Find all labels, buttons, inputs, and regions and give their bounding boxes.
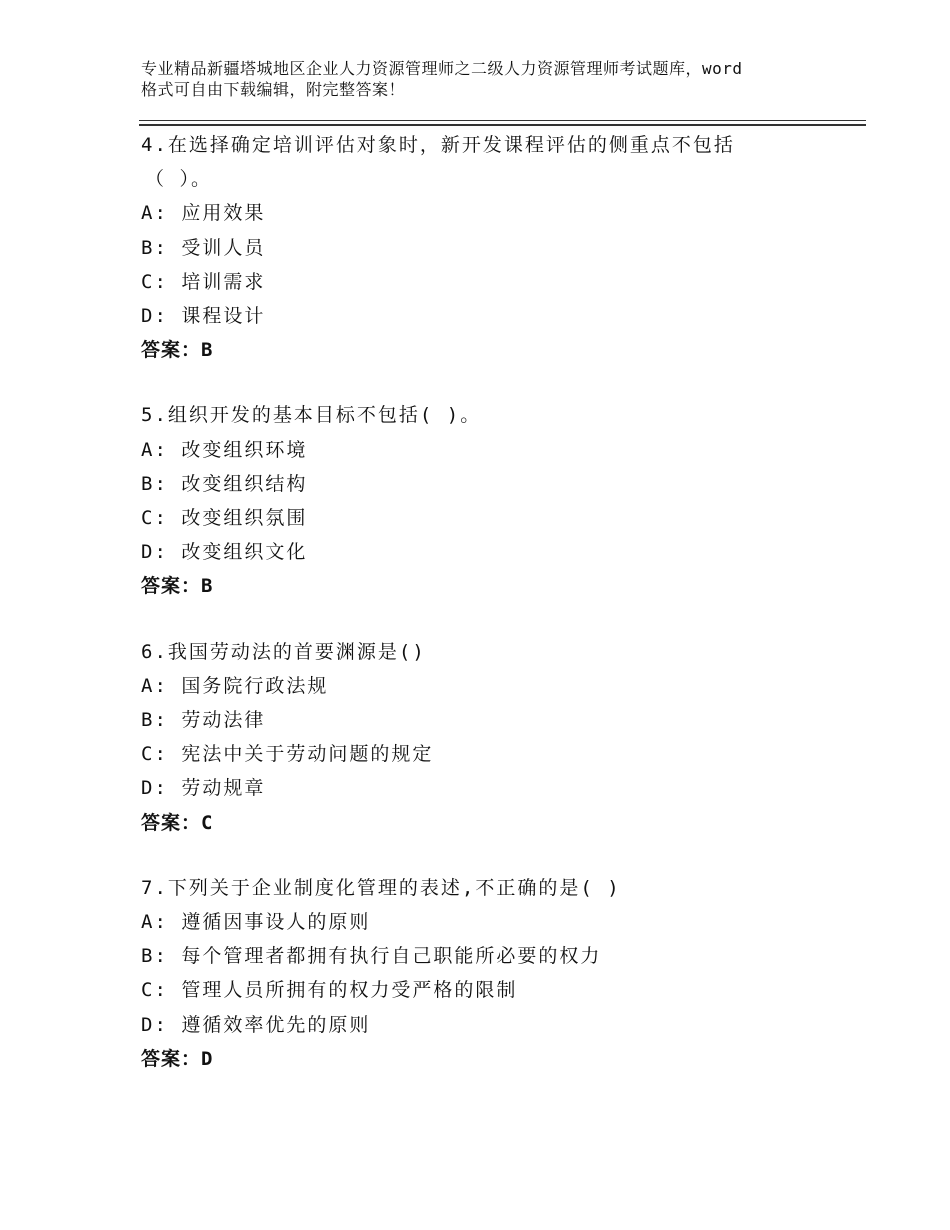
option-b: B: 改变组织结构 [141, 472, 308, 495]
answer: 答案：D [141, 1047, 214, 1070]
question-stem: 5.组织开发的基本目标不包括( )。 [141, 404, 482, 427]
option-c: C: 改变组织氛围 [141, 507, 308, 530]
answer: 答案：C [141, 811, 214, 834]
question-stem: 7.下列关于企业制度化管理的表述,不正确的是( ) [141, 876, 621, 899]
option-a: A: 应用效果 [141, 202, 266, 225]
option-b: B: 受训人员 [141, 236, 266, 259]
option-a: A: 遵循因事设人的原则 [141, 911, 371, 934]
header-rule-thin [139, 120, 866, 121]
question-7 [141, 871, 861, 1076]
question-list [141, 128, 861, 1107]
answer: 答案：B [141, 575, 214, 598]
option-a: A: 改变组织环境 [141, 438, 308, 461]
option-d: D: 劳动规章 [141, 777, 266, 800]
question-stem: 4.在选择确定培训评估对象时，新开发课程评估的侧重点不包括 [141, 134, 735, 156]
answer: 答案：B [141, 339, 214, 362]
question-stem: 6.我国劳动法的首要渊源是() [141, 640, 426, 663]
question-4 [141, 128, 861, 367]
option-d: D: 遵循效率优先的原则 [141, 1013, 371, 1036]
header-line-2: 格式可自由下载编辑，附完整答案！ [141, 80, 406, 99]
document-header [141, 58, 831, 100]
question-6 [141, 635, 861, 840]
option-a: A: 国务院行政法规 [141, 674, 329, 697]
option-b: B: 劳动法律 [141, 709, 266, 732]
option-c: C: 管理人员所拥有的权力受严格的限制 [141, 979, 518, 1002]
question-stem-continued: （ ）。 [145, 168, 212, 191]
option-c: C: 宪法中关于劳动问题的规定 [141, 743, 434, 766]
header-line-1: 专业精品新疆塔城地区企业人力资源管理师之二级人力资源管理师考试题库，word [141, 59, 743, 78]
option-b: B: 每个管理者都拥有执行自己职能所必要的权力 [141, 945, 602, 968]
option-d: D: 改变组织文化 [141, 541, 308, 564]
option-d: D: 课程设计 [141, 305, 266, 328]
header-rule-thick [139, 124, 866, 126]
option-c: C: 培训需求 [141, 270, 266, 293]
question-5 [141, 398, 861, 603]
